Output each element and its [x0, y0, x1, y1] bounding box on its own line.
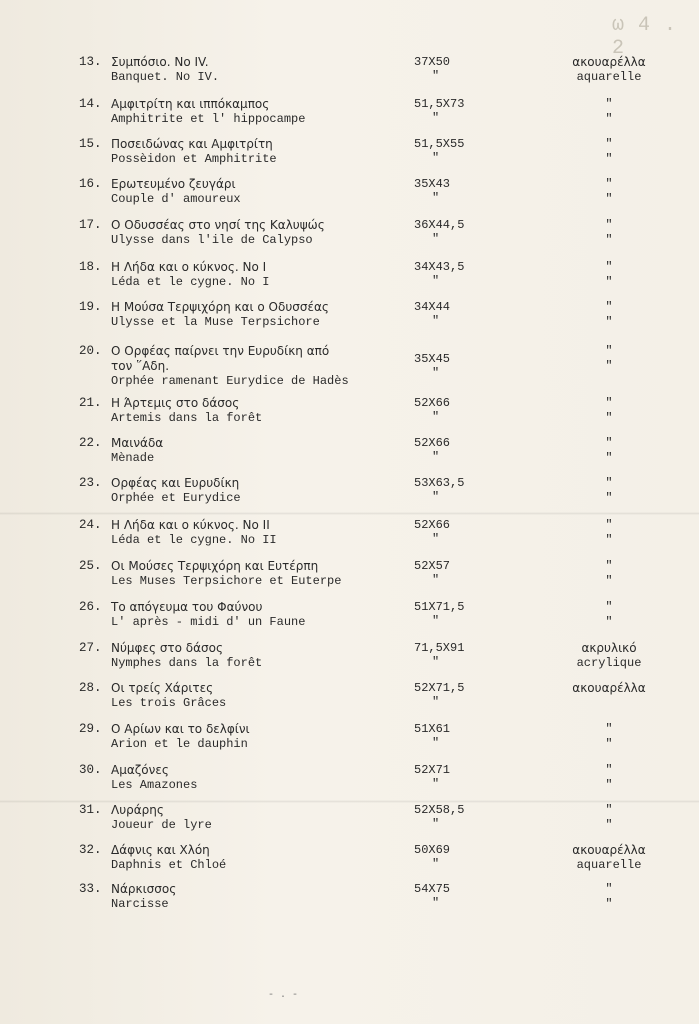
- dimensions: 52X66: [414, 396, 451, 410]
- title-greek: Ποσειδώνας και Αμφιτρίτη: [111, 137, 273, 151]
- catalogue-entry: [0, 300, 699, 340]
- medium-greek: ": [605, 137, 613, 151]
- dimensions-ditto: ": [432, 614, 440, 628]
- entry-number: 25.: [79, 559, 102, 573]
- medium-french: ": [605, 491, 613, 505]
- entry-number: 26.: [79, 600, 102, 614]
- entry-number: 30.: [79, 763, 102, 777]
- entry-number: 13.: [79, 55, 102, 69]
- medium-greek: ": [605, 436, 613, 450]
- title-greek: Νάρκισσος: [111, 882, 177, 896]
- title-french: Orphée et Eurydice: [111, 491, 241, 505]
- entry-number: 22.: [79, 436, 102, 450]
- entry-number: 15.: [79, 137, 102, 151]
- dimensions-ditto: ": [432, 736, 440, 750]
- title-greek: Το απόγευμα του Φαύνου: [111, 600, 263, 614]
- dimensions-ditto: ": [432, 655, 440, 669]
- medium-french: ": [605, 818, 613, 832]
- medium-french: ": [605, 897, 613, 911]
- entry-number: 24.: [79, 518, 102, 532]
- catalogue-entry: [0, 55, 699, 95]
- medium-greek: ": [605, 722, 613, 736]
- entry-number: 18.: [79, 260, 102, 274]
- title-french: Mènade: [111, 451, 155, 465]
- catalogue-entry: [0, 763, 699, 803]
- medium-french: ": [605, 451, 613, 465]
- dimensions: 71,5X91: [414, 641, 465, 655]
- medium-french: ": [605, 152, 613, 166]
- dimensions-ditto: ": [432, 69, 440, 83]
- catalogue-entry: [0, 681, 699, 721]
- title-greek: Ορφέας και Ευρυδίκη: [111, 476, 240, 490]
- entry-number: 31.: [79, 803, 102, 817]
- dimensions-ditto: ": [432, 111, 440, 125]
- catalogue-entry: [0, 518, 699, 558]
- medium-greek: ": [605, 344, 613, 358]
- title-greek: Η Άρτεμις στο δάσος: [111, 396, 240, 410]
- dimensions-ditto: ": [432, 450, 440, 464]
- catalogue-entry: [0, 600, 699, 640]
- title-greek-line2: τον ῞Αδη.: [111, 359, 170, 373]
- dimensions-ditto: ": [432, 695, 440, 709]
- medium-greek: ακρυλικό: [581, 641, 637, 655]
- catalogue-entry: [0, 260, 699, 300]
- medium-french: ": [605, 359, 613, 373]
- medium-greek: ακουαρέλλα: [572, 55, 646, 69]
- medium-french: ": [605, 615, 613, 629]
- catalogue-entry: [0, 137, 699, 177]
- dimensions-ditto: ": [432, 151, 440, 165]
- dimensions: 52X58,5: [414, 803, 465, 817]
- dimensions: 35X43: [414, 177, 451, 191]
- dimensions-ditto: ": [432, 232, 440, 246]
- catalogue-entry: [0, 218, 699, 258]
- medium-greek: ": [605, 260, 613, 274]
- title-french: Ulysse et la Muse Terpsichore: [111, 315, 320, 329]
- dimensions: 52X71,5: [414, 681, 465, 695]
- catalogue-entry: [0, 396, 699, 436]
- medium-greek: ": [605, 763, 613, 777]
- medium-greek: ακουαρέλλα: [572, 681, 646, 695]
- catalogue-entry: [0, 843, 699, 883]
- title-greek: Μαινάδα: [111, 436, 164, 450]
- dimensions: 35X45: [414, 352, 451, 366]
- catalogue-entry: [0, 97, 699, 137]
- medium-greek: ": [605, 600, 613, 614]
- dimensions-ditto: ": [432, 366, 440, 380]
- title-greek: Αμφιτρίτη και ιππόκαμπος: [111, 97, 270, 111]
- medium-french: ": [605, 112, 613, 126]
- title-greek: Ο Ορφέας παίρνει την Ευρυδίκη από: [111, 344, 330, 358]
- title-french: Couple d' amoureux: [111, 192, 241, 206]
- dimensions-ditto: ": [432, 410, 440, 424]
- entry-number: 20.: [79, 344, 102, 358]
- medium-french: ": [605, 315, 613, 329]
- title-french: Léda et le cygne. No II: [111, 533, 277, 547]
- title-french: Amphitrite et l' hippocampe: [111, 112, 306, 126]
- medium-french: ": [605, 533, 613, 547]
- medium-french: ": [605, 233, 613, 247]
- medium-greek: ": [605, 559, 613, 573]
- catalogue-entry: [0, 436, 699, 476]
- dimensions-ditto: ": [432, 274, 440, 288]
- medium-french: ": [605, 192, 613, 206]
- title-greek: Λυράρης: [111, 803, 164, 817]
- title-greek: Ο Αρίων και το δελφίνι: [111, 722, 250, 736]
- entry-number: 17.: [79, 218, 102, 232]
- title-french: Banquet. No IV.: [111, 70, 220, 84]
- dimensions: 51,5X73: [414, 97, 465, 111]
- title-greek: Η Μούσα Τερψιχόρη και ο Οδυσσέας: [111, 300, 329, 314]
- title-french: Orphée ramenant Eurydice de Hadès: [111, 374, 349, 388]
- title-french: Arion et le dauphin: [111, 737, 248, 751]
- entry-number: 33.: [79, 882, 102, 896]
- title-french: Possèidon et Amphitrite: [111, 152, 277, 166]
- catalogue-entry: [0, 722, 699, 762]
- entry-number: 16.: [79, 177, 102, 191]
- title-greek: Συμπόσιο. No IV.: [111, 55, 209, 69]
- medium-french: ": [605, 411, 613, 425]
- medium-greek: ": [605, 97, 613, 111]
- entry-number: 29.: [79, 722, 102, 736]
- medium-french: acrylique: [576, 656, 642, 670]
- dimensions-ditto: ": [432, 573, 440, 587]
- title-greek: Οι τρείς Χάριτες: [111, 681, 214, 695]
- entry-number: 27.: [79, 641, 102, 655]
- medium-french: ": [605, 574, 613, 588]
- catalogue-entry: [0, 476, 699, 516]
- medium-greek: ακουαρέλλα: [572, 843, 646, 857]
- title-greek: Ερωτευμένο ζευγάρι: [111, 177, 236, 191]
- dimensions-ditto: ": [432, 777, 440, 791]
- medium-greek: ": [605, 218, 613, 232]
- dimensions-ditto: ": [432, 314, 440, 328]
- title-french: Artemis dans la forêt: [111, 411, 263, 425]
- dimensions: 51,5X55: [414, 137, 465, 151]
- dimensions: 37X50: [414, 55, 451, 69]
- dimensions: 52X66: [414, 518, 451, 532]
- footer-mark: - . -: [268, 990, 299, 1001]
- title-french: Ulysse dans l'ile de Calypso: [111, 233, 313, 247]
- title-french: Les Muses Terpsichore et Euterpe: [111, 574, 342, 588]
- medium-greek: ": [605, 803, 613, 817]
- catalogue-entry: [0, 177, 699, 217]
- entry-number: 23.: [79, 476, 102, 490]
- dimensions-ditto: ": [432, 817, 440, 831]
- entry-number: 19.: [79, 300, 102, 314]
- dimensions: 52X57: [414, 559, 451, 573]
- dimensions: 34X44: [414, 300, 451, 314]
- dimensions: 51X71,5: [414, 600, 465, 614]
- catalogue-entry: [0, 803, 699, 843]
- catalogue-entry: [0, 882, 699, 922]
- dimensions: 53X63,5: [414, 476, 465, 490]
- title-greek: Νύμφες στο δάσος: [111, 641, 224, 655]
- medium-greek: ": [605, 300, 613, 314]
- title-greek: Αμαζόνες: [111, 763, 169, 777]
- title-greek: Η Λήδα και ο κύκνος. No II: [111, 518, 270, 532]
- dimensions-ditto: ": [432, 191, 440, 205]
- title-french: Les Amazones: [111, 778, 198, 792]
- entry-number: 21.: [79, 396, 102, 410]
- medium-french: ": [605, 737, 613, 751]
- title-french: Les trois Grâces: [111, 696, 227, 710]
- dimensions: 34X43,5: [414, 260, 465, 274]
- title-greek: Ο Οδυσσέας στο νησί της Καλυψώς: [111, 218, 325, 232]
- medium-greek: ": [605, 177, 613, 191]
- dimensions-ditto: ": [432, 896, 440, 910]
- dimensions: 52X71: [414, 763, 451, 777]
- medium-greek: ": [605, 396, 613, 410]
- medium-greek: ": [605, 882, 613, 896]
- dimensions-ditto: ": [432, 857, 440, 871]
- dimensions-ditto: ": [432, 532, 440, 546]
- title-greek: Δάφνις και Χλόη: [111, 843, 210, 857]
- title-french: Léda et le cygne. No I: [111, 275, 270, 289]
- title-french: Nymphes dans la forêt: [111, 656, 263, 670]
- dimensions: 36X44,5: [414, 218, 465, 232]
- medium-french: aquarelle: [576, 70, 642, 84]
- medium-french: aquarelle: [576, 858, 642, 872]
- title-greek: Οι Μούσες Τερψιχόρη και Ευτέρπη: [111, 559, 319, 573]
- medium-french: ": [605, 778, 613, 792]
- entry-number: 28.: [79, 681, 102, 695]
- medium-greek: ": [605, 476, 613, 490]
- catalogue-entry: [0, 641, 699, 681]
- title-french: Daphnis et Chloé: [111, 858, 227, 872]
- entry-number: 32.: [79, 843, 102, 857]
- dimensions: 52X66: [414, 436, 451, 450]
- dimensions: 54X75: [414, 882, 451, 896]
- dimensions: 51X61: [414, 722, 451, 736]
- medium-greek: ": [605, 518, 613, 532]
- title-french: L' après - midi d' un Faune: [111, 615, 306, 629]
- page-mark: ω 4 . 2: [612, 14, 678, 60]
- dimensions-ditto: ": [432, 490, 440, 504]
- entry-number: 14.: [79, 97, 102, 111]
- title-french: Joueur de lyre: [111, 818, 212, 832]
- catalogue-entry: [0, 559, 699, 599]
- medium-french: ": [605, 275, 613, 289]
- title-greek: Η Λήδα και ο κύκνος. No I: [111, 260, 267, 274]
- title-french: Narcisse: [111, 897, 169, 911]
- catalogue-entry: [0, 344, 699, 388]
- dimensions: 50X69: [414, 843, 451, 857]
